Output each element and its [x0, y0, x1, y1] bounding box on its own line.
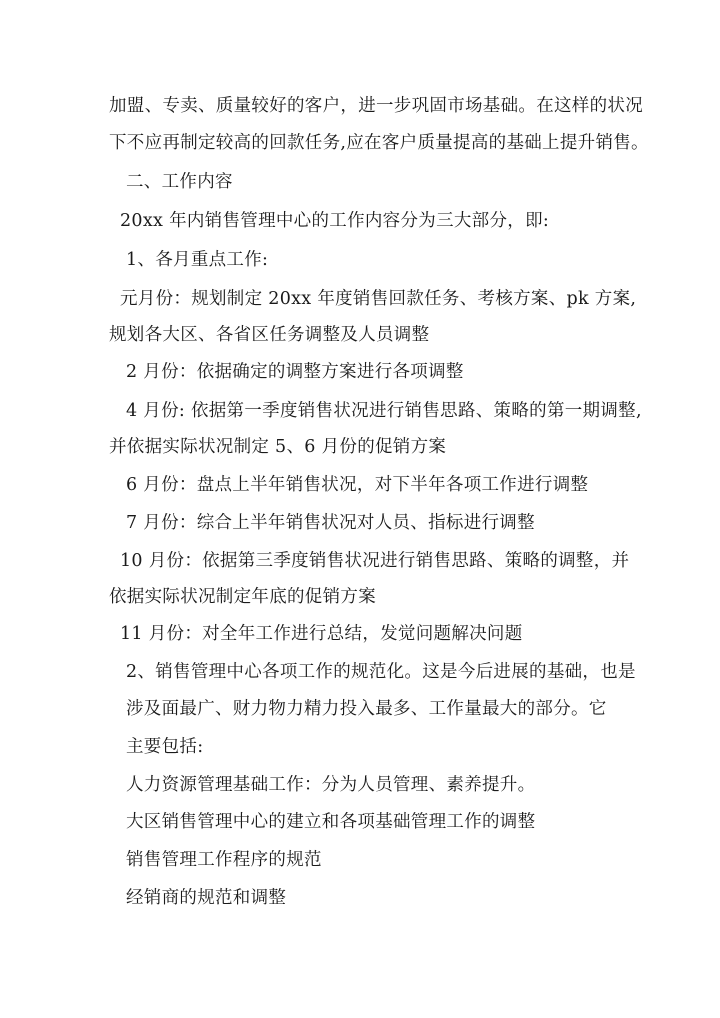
paragraph-line: 依据实际状况制定年底的促销方案: [109, 587, 376, 607]
subsection-heading: 1、各月重点工作:: [126, 250, 269, 270]
paragraph-line: 10 月份：依据第三季度销售状况进行销售思路、策略的调整，并: [120, 551, 630, 571]
paragraph-line: 加盟、专卖、质量较好的客户，进一步巩固市场基础。在这样的状况: [109, 96, 643, 116]
paragraph-line: 4 月份: 依据第一季度销售状况进行销售思路、策略的第一期调整,: [126, 401, 642, 421]
paragraph-line: 2、销售管理中心各项工作的规范化。这是今后进展的基础，也是: [126, 662, 636, 682]
paragraph-line: 20xx 年内销售管理中心的工作内容分为三大部分，即:: [120, 211, 550, 231]
list-item: 经销商的规范和调整: [126, 888, 287, 908]
list-item: 大区销售管理中心的建立和各项基础管理工作的调整: [126, 812, 536, 832]
paragraph-line: 并依据实际状况制定 5、6 月份的促销方案: [109, 437, 447, 457]
paragraph-line: 元月份：规划制定 20xx 年度销售回款任务、考核方案、pk 方案,: [120, 289, 637, 309]
list-item: 人力资源管理基础工作：分为人员管理、素养提升。: [126, 775, 536, 795]
paragraph-line: 7 月份：综合上半年销售状况对人员、指标进行调整: [126, 513, 535, 533]
paragraph-line: 涉及面最广、财力物力精力投入最多、工作量最大的部分。它: [126, 699, 607, 719]
section-heading: 二、工作内容: [126, 172, 233, 192]
paragraph-line: 主要包括:: [126, 737, 204, 757]
list-item: 销售管理工作程序的规范: [126, 850, 322, 870]
paragraph-line: 2 月份：依据确定的调整方案进行各项调整: [126, 362, 464, 382]
paragraph-line: 6 月份：盘点上半年销售状况，对下半年各项工作进行调整: [126, 475, 589, 495]
paragraph-line: 11 月份：对全年工作进行总结，发觉问题解决问题: [120, 624, 523, 644]
paragraph-line: 规划各大区、各省区任务调整及人员调整: [109, 325, 430, 345]
paragraph-line: 下不应再制定较高的回款任务,应在客户质量提高的基础上提升销售。: [109, 133, 649, 153]
